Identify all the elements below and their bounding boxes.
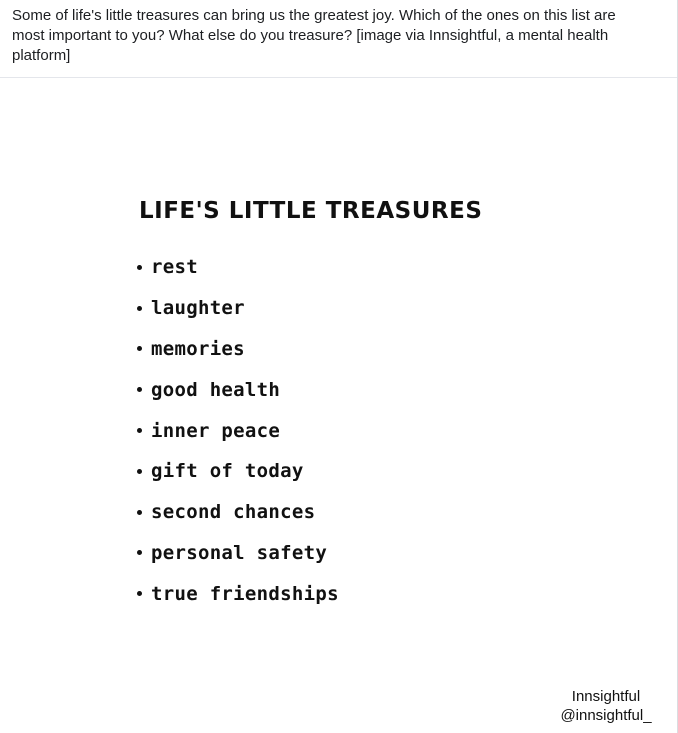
list-item (137, 492, 339, 533)
list-item-text: inner peace (151, 419, 281, 442)
list-item-text: second chances (151, 501, 316, 524)
bullet-icon (137, 428, 142, 433)
bullet-icon (137, 265, 142, 270)
list-item-text: laughter (151, 297, 245, 320)
bullet-icon (137, 510, 142, 515)
credit-name: Innsightful (571, 688, 641, 705)
list-item (137, 369, 339, 410)
bullet-icon (137, 306, 142, 311)
bullet-icon (137, 469, 142, 474)
list-item-text: gift of today (151, 460, 304, 483)
bullet-icon (137, 346, 142, 351)
bullet-icon (137, 550, 142, 555)
list-item (137, 329, 339, 370)
list-item-text: personal safety (151, 541, 328, 564)
list-item (137, 288, 339, 329)
post-text: Some of life's little treasures can bring us the greatest joy. Which of the ones on this list are most important to you? What else do you treasure? [image via Innsightful, a mental health platform] (12, 7, 616, 64)
list-item (137, 247, 339, 288)
bullet-icon (137, 387, 142, 392)
card-title: LIFE'S LITTLE TREASURES (139, 198, 483, 224)
list-item-text: rest (151, 256, 198, 279)
list-item-text: true friendships (151, 582, 339, 605)
treasure-list (137, 247, 339, 614)
list-item-text: memories (151, 337, 245, 360)
list-item (137, 451, 339, 492)
list-item (137, 410, 339, 451)
bullet-icon (137, 591, 142, 596)
list-item-text: good health (151, 378, 281, 401)
list-item (137, 533, 339, 574)
list-item (137, 573, 339, 614)
credit-handle: @innsightful_ (560, 707, 652, 724)
image-credit (556, 687, 656, 725)
